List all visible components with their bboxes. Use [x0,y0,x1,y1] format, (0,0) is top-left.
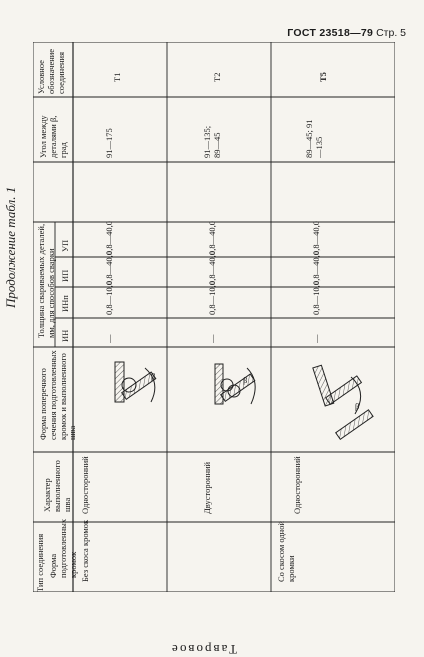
page-number: Стр. 5 [376,27,406,39]
row-2-inp: 0,8—10,0 [207,281,217,315]
row-2-angle: 91—135; 89—45 [202,125,222,158]
col-edge-prep: Форма подготовленных кромок [48,518,78,578]
col-seam-nature: Характер выполненного шва [42,460,72,512]
page-header [287,27,406,39]
continuation-label: Продолжение табл. 1 [3,186,18,308]
row-2-designation: Т2 [212,72,222,82]
row-2-in: — [207,334,217,343]
col-angle: Угол между деталями β, град [38,115,68,158]
col-section-shape: Форма поперечного сечения подготовленных кромок и выполненного шва [38,350,78,440]
row-2-up: 0,8—40,0 [207,221,217,255]
row-1-ip: 0,8—40,0 [104,251,114,285]
row-1-beta: β [151,371,156,381]
row-1-seam-nature: Односторонний [80,456,90,514]
row-2-ip: 0,8—40,0 [207,251,217,285]
col-method-up: УП [60,239,70,252]
row-3-designation: Т5 [318,72,328,82]
row-1-in: — [104,334,114,343]
section-sketch-t1 [115,362,156,402]
row-3-seam-nature: Односторонний [292,456,302,514]
row-2-seam-nature: Двусторонний [202,461,212,514]
section-sketch-t5 [313,365,373,439]
col-method-in: ИН [60,329,70,342]
col-method-inp: ИНп [60,295,70,312]
col-joint-type: Тип соединения [35,533,45,592]
row-3-beta: β [355,401,360,411]
col-thickness-group: Толщина свариваемых деталей, мм, для способов сварки [36,223,56,338]
section-sketch-t2 [215,364,255,404]
row-1-up: 0,8—40,0 [104,221,114,255]
row-3-inp: 0,8—10,0 [311,281,321,315]
row-1-designation: Т1 [112,72,122,82]
standard-number: ГОСТ 23518—79 [287,27,374,39]
row-3-ip: 0,8—40,0 [311,251,321,285]
joint-table [33,42,395,592]
continuation-label-wrap [3,68,19,308]
col-method-ip: ИП [60,269,70,282]
row-3-in: — [311,334,321,343]
row-1-edge-prep: Без скоса кромок [80,519,90,582]
row-3-edge-prep: Со скосом одной кромки [276,520,296,582]
row-3-up: 0,8—40,0 [311,221,321,255]
joint-type-value: Тавровое [170,642,238,657]
row-2-beta: β [243,375,248,385]
row-3-angle: 89—45; 91—135 [304,119,324,158]
row-1-angle: 91—175 [104,128,114,158]
row-1-inp: 0,8—10,0 [104,281,114,315]
col-designation: Условное обозначение соединения [36,48,66,94]
